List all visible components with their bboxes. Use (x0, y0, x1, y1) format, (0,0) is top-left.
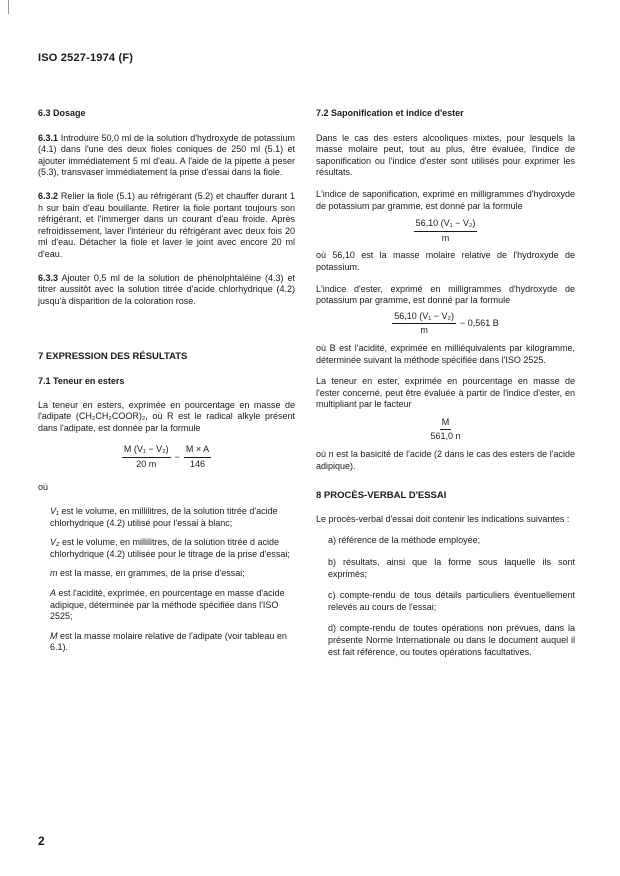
numerator: M × A (184, 444, 211, 458)
denominator: m (420, 325, 428, 336)
paragraph-6-3-3 (38, 273, 295, 308)
section-8-title: 8 PROCÈS-VERBAL D'ESSAI (316, 490, 447, 502)
clause-text: Relier la fiole (5.1) au réfrigérant (5.2) et chauffer durant 1 h sur bain d'eau bouillante. Retirer la fiole portant toujours son réfrigérant, et l'immerger dans un courant d'eau froide. Après refroidissement, laver l'intérieur du réfrigérant avec deux fois 20 ml d'eau. Détacher la fiole et laver le joint avec encore 20 ml d'eau. (38, 190, 295, 259)
section-7-2-title: 7.2 Saponification et indice d'ester (316, 108, 464, 118)
symbol: M (50, 630, 58, 641)
section-7-title: 7 EXPRESSION DES RÉSULTATS (38, 351, 188, 363)
fraction (184, 444, 211, 470)
paragraph-koh-mass: où 56,10 est la masse molaire relative de l'hydroxyde de potassium. (316, 250, 575, 272)
paragraph-7-2-intro: Dans le cas des esters alcooliques mixtes, pour lesquels la masse molaire peut, tout au plus, être évaluée, l'indice de saponification ou l'indice d'ester sont utilisés pour exprimer les résultats. (316, 132, 575, 178)
denominator: 561,0 n (430, 431, 461, 442)
numerator: M (440, 417, 452, 431)
symbol: m (50, 568, 58, 579)
section-7-1-title: 7.1 Teneur en esters (38, 375, 125, 386)
clause-number: 6.3.1 (38, 132, 59, 143)
paragraph-7-1: La teneur en esters, exprimée en pourcentage en masse de l'adipate (CH₂CH₂COOR)₂, où R est le radical alkyle présent dans l'adipate, est donnée par la formule (38, 399, 295, 433)
symbol: V₂ (50, 537, 60, 548)
formula-ester-content (38, 444, 295, 470)
list-item: b) résultats, ainsi que la forme sous laquelle ils sont exprimés; (328, 557, 575, 579)
denominator: 20 m (136, 458, 157, 469)
paragraph-saponification: L'indice de saponification, exprimé en milligrammes d'hydroxyde de potassium par gramme, est donné par la formule (316, 188, 575, 211)
numerator: M (V₁ − V₂) (122, 444, 171, 458)
clause-number: 6.3.2 (38, 190, 59, 201)
definition-a (50, 588, 295, 623)
fraction (392, 311, 456, 337)
fraction (414, 218, 478, 244)
definition-v2 (50, 537, 295, 560)
where-label: où (38, 482, 49, 493)
formula-ester-index (316, 311, 575, 337)
symbol: A (50, 588, 57, 599)
paragraph-acidity: où B est l'acidité, exprimée en milliéquivalents par kilogramme, déterminée suivant la méthode spécifiée dans l'ISO 2525. (316, 342, 575, 365)
formula-factor (316, 417, 575, 443)
section-6-3-title: 6.3 Dosage (38, 108, 86, 118)
fraction (122, 444, 171, 470)
symbol: V₁ (50, 506, 59, 517)
formula-tail: − 0,561 B (460, 318, 499, 329)
denominator: m (441, 232, 450, 243)
paragraph-6-3-1 (38, 133, 295, 179)
definition-v1 (50, 506, 295, 529)
definition-text: est la masse, en grammes, de la prise d'essai; (57, 568, 245, 579)
paragraph-ester-content: La teneur en ester, exprimée en pourcentage en masse de l'ester concerné, peut être évaluée à partir de l'indice d'ester, en multipliant par le facteur (316, 376, 575, 410)
right-column (316, 108, 575, 658)
paragraph-report-intro: Le procès-verbal d'essai doit contenir les indications suivantes : (316, 513, 570, 524)
numerator: 56,10 (V₁ − V₂) (414, 218, 478, 232)
definition-text: est le volume, en millilitres, de la solution titrée d acide chlorhydrique (4.2) utilisée pour le titrage de la prise d'essai; (50, 537, 290, 559)
clause-text: Ajouter 0,5 ml de la solution de phénolphtaléine (4.3) et titrer aussitôt avec la solution titrée d'acide chlorhydrique (4.2) jusqu'à disparition de la coloration rose. (38, 272, 295, 306)
list-item: a) référence de la méthode employée; (328, 535, 481, 546)
definition-text: est la masse molaire relative de l'adipate (voir tableau en 6.1). (50, 630, 287, 653)
minus-sign: − (174, 451, 180, 462)
clause-number: 6.3.3 (38, 272, 59, 283)
paragraph-ester-index: L'indice d'ester, exprimé en milligrammes d'hydroxyde de potassium par gramme, est donné par la formule (316, 283, 575, 306)
numerator: 56,10 (V₁ − V₂) (392, 311, 456, 325)
definition-molar-mass (50, 631, 295, 654)
fraction (430, 417, 460, 443)
document-header: ISO 2527-1974 (F) (38, 52, 134, 64)
denominator: 146 (190, 458, 206, 469)
page-edge-mark (8, 0, 9, 14)
page-number: 2 (38, 834, 45, 848)
formula-saponification (316, 218, 575, 244)
paragraph-basicity: où n est la basicité de l'acide (2 dans le cas des esters de l'acide adipique). (316, 449, 575, 471)
definition-text: est le volume, en millilitres, de la solution titrée d'acide chlorhydrique (4.2) utilisé pour l'essai à blanc; (50, 506, 278, 528)
paragraph-6-3-2 (38, 191, 295, 261)
definition-m (50, 568, 295, 580)
list-item: c) compte-rendu de tous détails particuliers éventuellement relevés au cours de l'essai; (328, 590, 575, 612)
left-column (38, 108, 295, 654)
definition-text: est l'acidité, exprimée, en pourcentage en masse d'acide adipique, déterminée par la méthode spécifiée dans l'ISO 2525; (50, 588, 285, 622)
list-item: d) compte-rendu de toutes opérations non prévues, dans la présente Norme Internationale ou dans le document auquel il est fait référence, ou toutes opérations facultatives. (328, 623, 575, 657)
clause-text: Introduire 50,0 ml de la solution d'hydroxyde de potassium (4.1) dans l'une des deux fioles coniques de 250 ml (5.1) et ajouter immédiatement 5 ml d'eau. A l'aide de la pipette à peser (5.3), transvaser immédiatement la prise d'essai dans la fiole. (38, 132, 295, 178)
